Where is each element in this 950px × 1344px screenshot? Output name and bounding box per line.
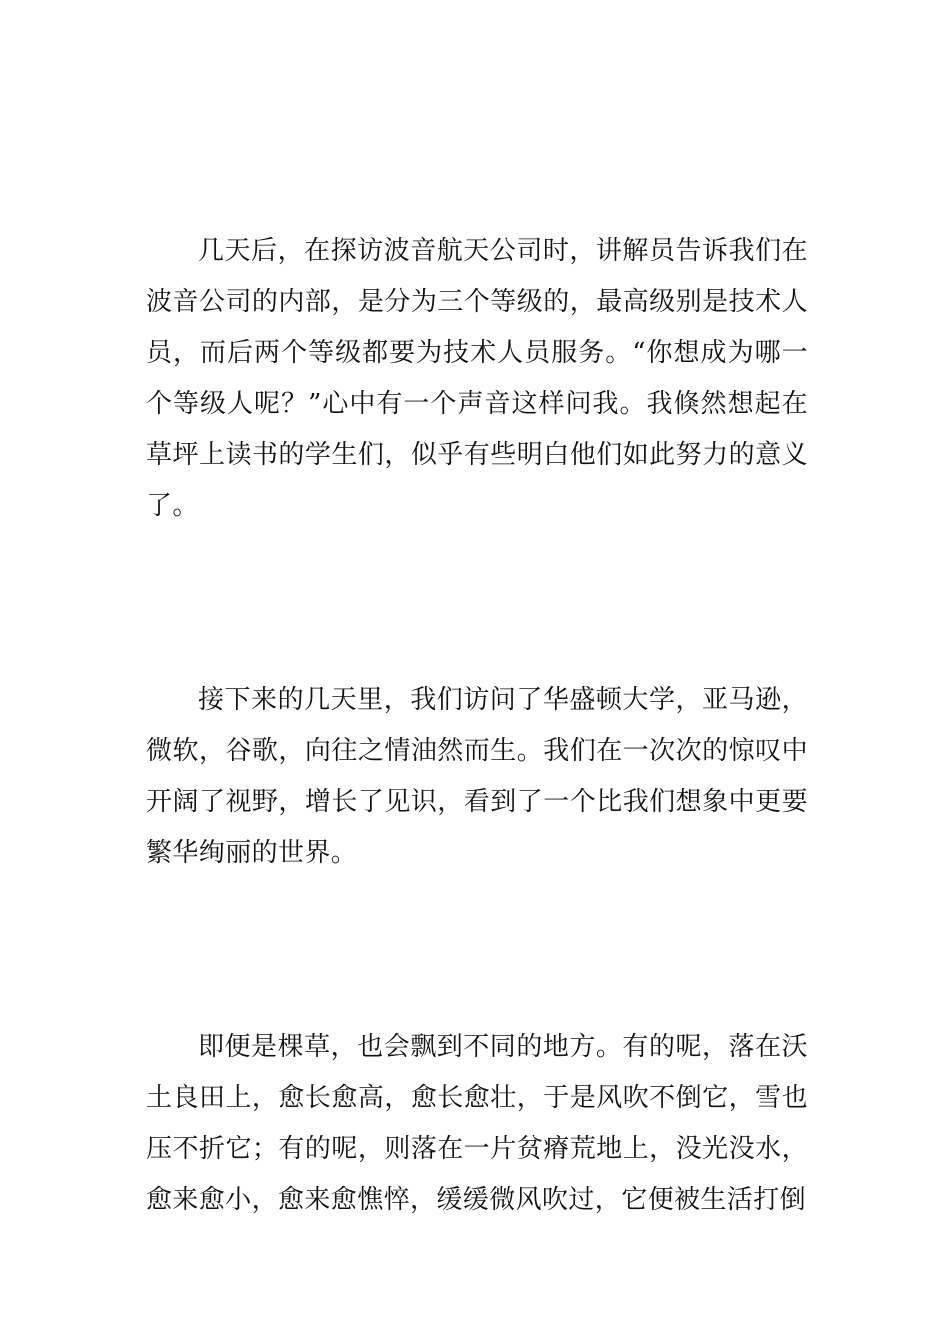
paragraph-boeing-visit: 几天后，在探访波音航天公司时，讲解员告诉我们在波音公司的内部，是分为三个等级的，最高级别是技术人员，而后两个等级都要为技术人员服务。“你想成为哪一个等级人呢？”心中有一个声音这样问我。我倏然想起在草坪上读书的学生们，似乎有些明白他们如此努力的意义了。 [146, 236, 808, 521]
paragraph-university-visits: 接下来的几天里，我们访问了华盛顿大学，亚马逊，微软，谷歌，向往之情油然而生。我们在一次次的惊叹中开阔了视野，增长了见识，看到了一个比我们想象中更要繁华绚丽的世界。 [146, 685, 808, 868]
paragraph-grass-metaphor: 即便是棵草，也会飘到不同的地方。有的呢，落在沃土良田上，愈长愈高，愈长愈壮，于是风吹不倒它，雪也压不折它；有的呢，则落在一片贫瘠荒地上，没光没水，愈来愈小，愈来愈憔悴，缓缓微风吹过，它便被生活打倒 [146, 1032, 808, 1215]
